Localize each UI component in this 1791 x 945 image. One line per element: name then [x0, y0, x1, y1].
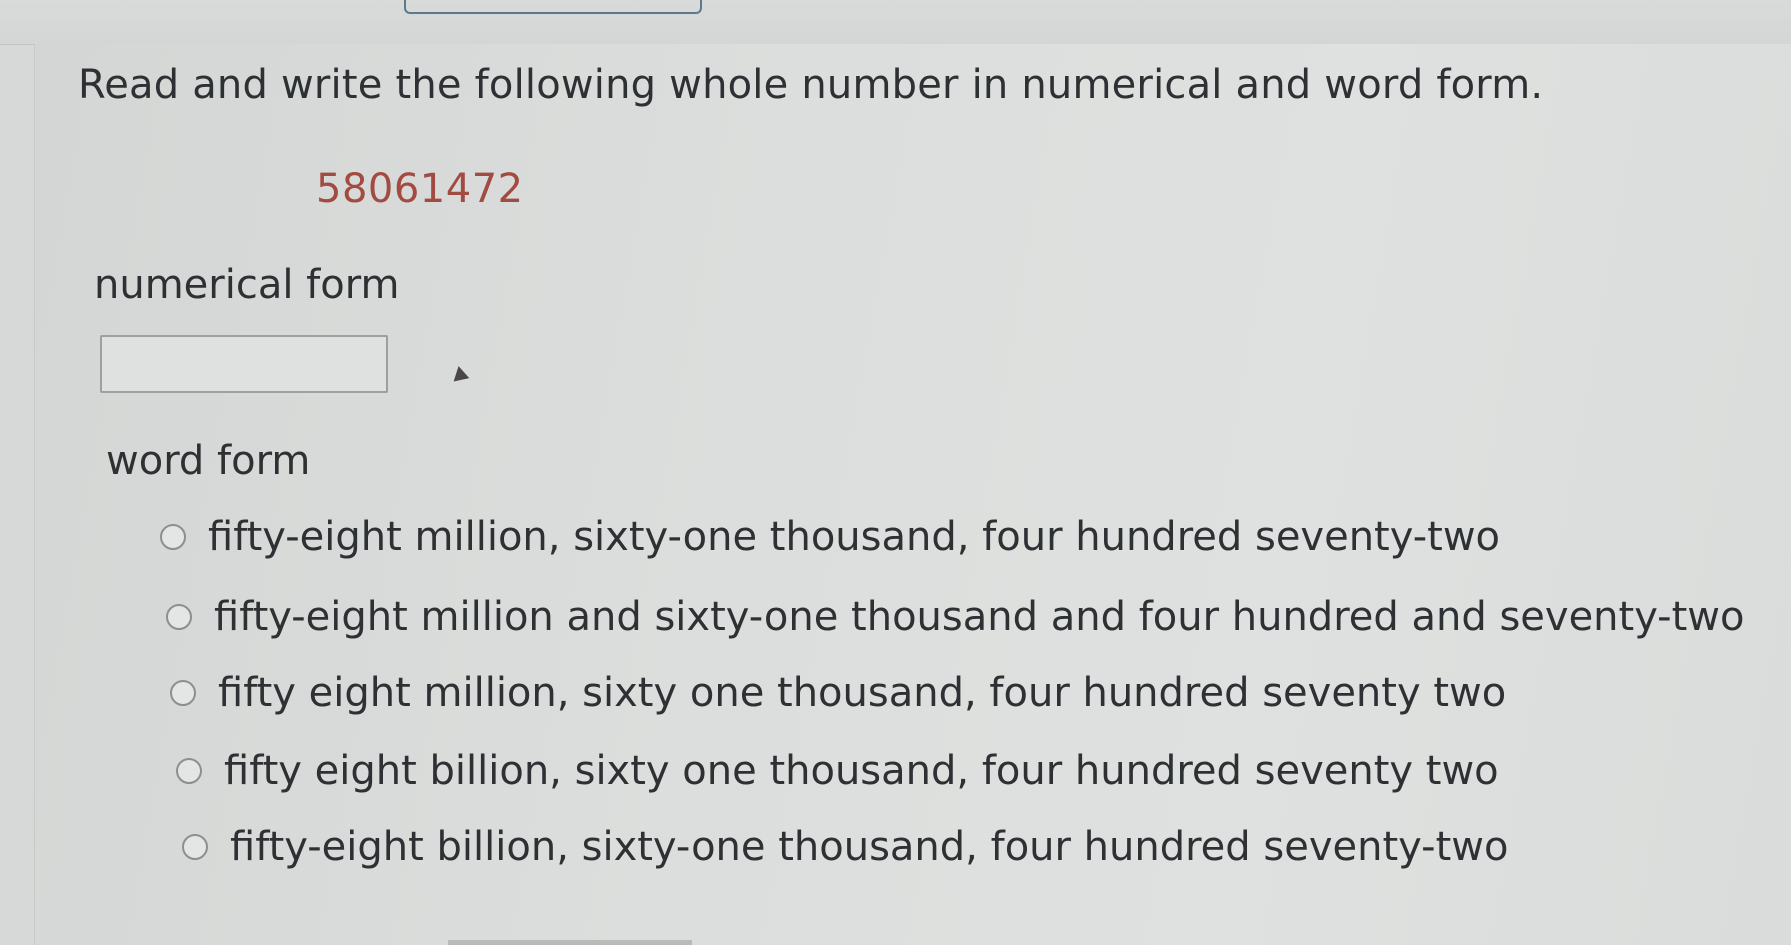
numerical-form-label: numerical form: [94, 262, 400, 308]
option-label: fifty eight million, sixty one thousand, four hundred seventy two: [218, 670, 1507, 716]
radio-button-icon[interactable]: [166, 604, 192, 630]
word-form-option-1[interactable]: [160, 514, 1500, 560]
numerical-form-input[interactable]: [100, 335, 388, 393]
top-toolbar-strip: [0, 0, 1791, 45]
option-label: fifty eight billion, sixty one thousand, four hundred seventy two: [224, 748, 1499, 794]
word-form-option-2[interactable]: [166, 594, 1745, 640]
word-form-option-5[interactable]: [182, 824, 1508, 870]
word-form-option-4[interactable]: [176, 748, 1499, 794]
word-form-option-3[interactable]: [170, 670, 1506, 716]
option-label: fifty-eight million, sixty-one thousand, four hundred seventy-two: [208, 514, 1501, 560]
top-tab-outline[interactable]: [404, 0, 702, 14]
option-label: fifty-eight billion, sixty-one thousand, four hundred seventy-two: [230, 824, 1509, 870]
bottom-divider: [448, 940, 692, 945]
given-number: 58061472: [316, 166, 524, 212]
word-form-label: word form: [106, 438, 311, 484]
question-panel: [34, 44, 1791, 945]
radio-button-icon[interactable]: [160, 524, 186, 550]
radio-button-icon[interactable]: [170, 680, 196, 706]
radio-button-icon[interactable]: [176, 758, 202, 784]
radio-button-icon[interactable]: [182, 834, 208, 860]
option-label: fifty-eight million and sixty-one thousand and four hundred and seventy-two: [214, 594, 1745, 640]
question-prompt: Read and write the following whole number in numerical and word form.: [78, 62, 1544, 108]
